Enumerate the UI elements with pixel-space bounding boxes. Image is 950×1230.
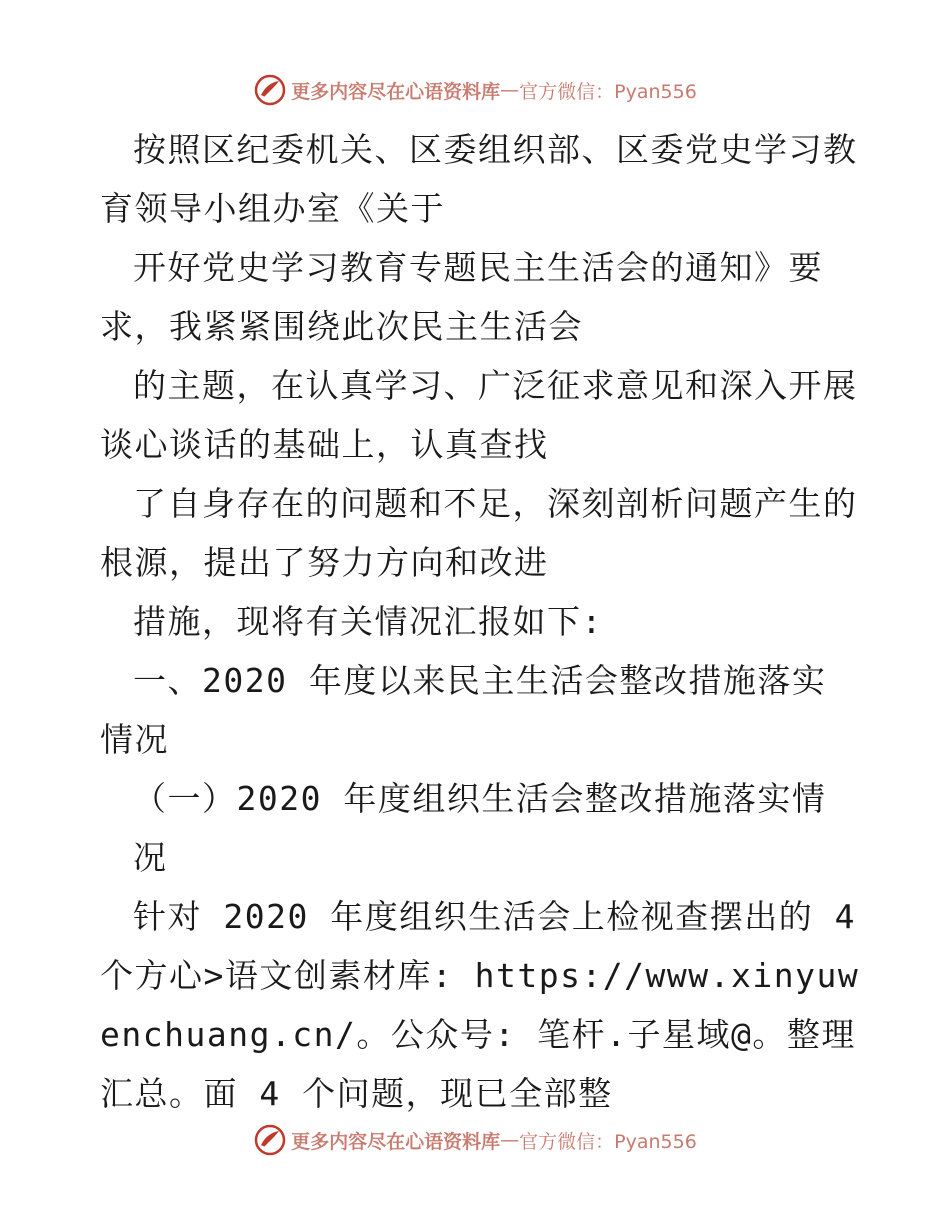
logo-icon [253, 1123, 287, 1157]
banner-slogan: 更多内容尽在心语资料库 [291, 80, 501, 103]
paragraph: 了自身存在的问题和不足，深刻剖析问题产生的根源，提出了努力方向和改进 [100, 484, 858, 582]
banner-contact: 官方微信：Pyan556 [519, 80, 697, 103]
banner-slogan: 更多内容尽在心语资料库 [291, 1130, 501, 1153]
paragraph: 措施，现将有关情况汇报如下: [133, 602, 603, 641]
banner-dash: — [500, 79, 520, 101]
document-body [100, 120, 860, 1123]
paragraph: 针对 2020 年度组织生活会上检视查摆出的 4 个方心>语文创素材库: https://www.xinyuwenchuang.cn/。公众号: 笔杆.子星域@。整理汇总。面 4 个问题，现已全部整 [100, 897, 860, 1113]
paragraph: 的主题，在认真学习、广泛征求意见和深入开展谈心谈话的基础上，认真查找 [100, 366, 858, 464]
banner-contact: 官方微信：Pyan556 [519, 1130, 697, 1153]
paragraph: 按照区纪委机关、区委组织部、区委党史学习教育领导小组办室《关于 [100, 130, 858, 228]
subsection-heading: （一）2020 年度组织生活会整改措施落实情况 [133, 779, 827, 877]
footer-banner [0, 1120, 950, 1160]
logo-icon [253, 73, 287, 107]
banner-dash: — [500, 1129, 520, 1151]
section-heading: 一、2020 年度以来民主生活会整改措施落实情况 [100, 661, 827, 759]
paragraph: 开好党史学习教育专题民主生活会的通知》要求，我紧紧围绕此次民主生活会 [100, 248, 823, 346]
header-banner [0, 70, 950, 110]
